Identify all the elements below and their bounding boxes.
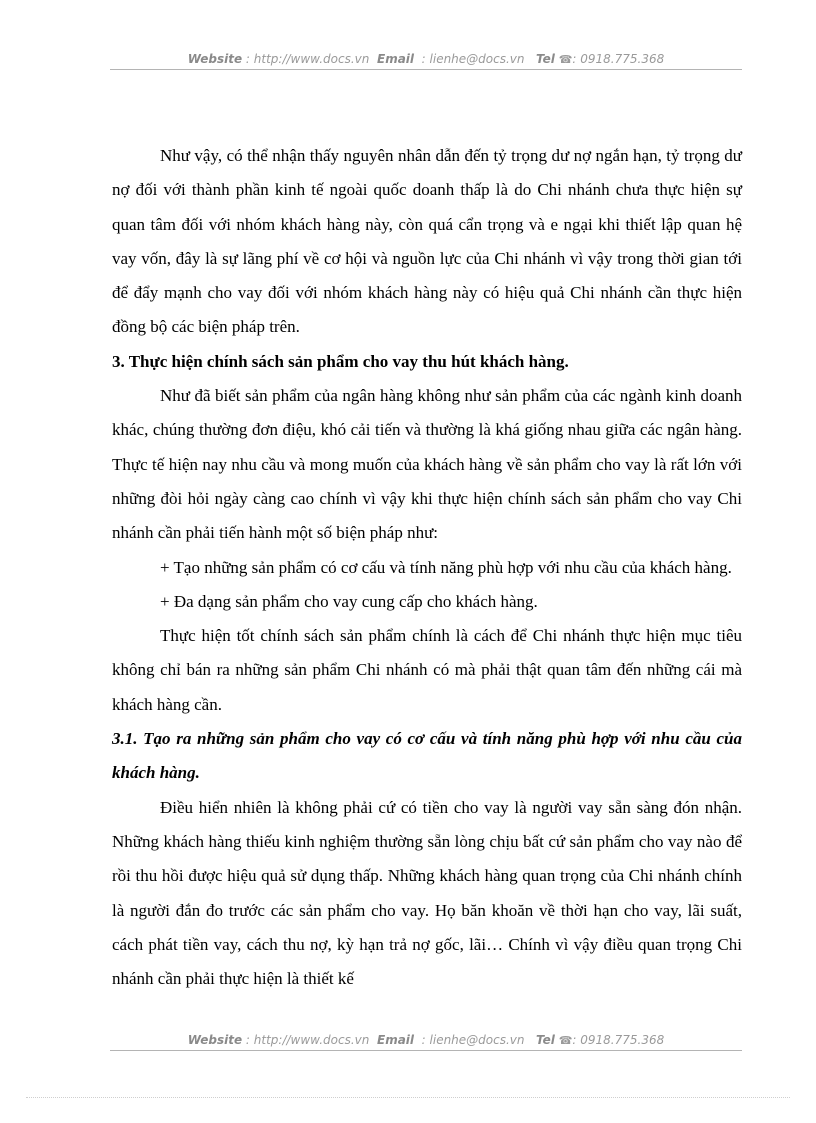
header-website-value: : http://www.docs.vn xyxy=(245,52,370,66)
section-heading-3-1: 3.1. Tạo ra những sản phẩm cho vay có cơ cấu và tính năng phù hợp với nhu cầu của khách hàng. xyxy=(112,729,742,783)
section-heading-3: 3. Thực hiện chính sách sản phẩm cho vay thu hút khách hàng. xyxy=(112,351,569,371)
footer-email-value: : lienhe@docs.vn xyxy=(421,1033,525,1047)
bullet-item-2: + Đa dạng sản phẩm cho vay cung cấp cho khách hàng. xyxy=(160,591,538,611)
footer-website-value: : http://www.docs.vn xyxy=(245,1033,370,1047)
phone-icon: ☎ xyxy=(558,53,573,66)
paragraph-intro: Như vậy, có thể nhận thấy nguyên nhân dẫn đến tỷ trọng dư nợ ngắn hạn, tỷ trọng dư nợ đối với thành phần kinh tế ngoài quốc doanh thấp là do Chi nhánh chưa thực hiện sự quan tâm đối với nhóm khách hàng này, còn quá cẩn trọng và e ngại khi thiết lập quan hệ vay vốn, đây là sự lãng phí về cơ hội và nguồn lực của Chi nhánh vì vậy trong thời gian tới để đẩy mạnh cho vay đối với nhóm khách hàng này có hiệu quả Chi nhánh cần thực hiện đồng bộ các biện pháp trên. xyxy=(112,146,742,337)
page-footer xyxy=(110,1033,742,1051)
header-email-value: : lienhe@docs.vn xyxy=(421,52,525,66)
footer-tel-value: : 0918.775.368 xyxy=(572,1033,665,1047)
paragraph-products: Như đã biết sản phẩm của ngân hàng không như sản phẩm của các ngành kinh doanh khác, chúng thường đơn điệu, khó cải tiến và thường là khá giống nhau giữa các ngân hàng. Thực tế hiện nay nhu cầu và mong muốn của khách hàng về sản phẩm cho vay là rất lớn với những đòi hỏi ngày càng cao chính vì vậy khi thực hiện chính sách sản phẩm cho vay Chi nhánh cần phải tiến hành một số biện pháp như: xyxy=(112,386,742,543)
header-email-label: Email xyxy=(377,52,415,66)
header-tel-value: : 0918.775.368 xyxy=(572,52,665,66)
bullet-item-1: + Tạo những sản phẩm có cơ cấu và tính năng phù hợp với nhu cầu của khách hàng. xyxy=(160,557,732,577)
phone-icon: ☎ xyxy=(558,1034,573,1047)
page-bottom-divider xyxy=(26,1097,790,1098)
page-header xyxy=(110,52,742,70)
paragraph-policy: Thực hiện tốt chính sách sản phẩm chính là cách để Chi nhánh thực hiện mục tiêu không chỉ bán ra những sản phẩm Chi nhánh có mà phải thật quan tâm đến những cái mà khách hàng cần. xyxy=(112,626,742,714)
header-tel-label: Tel xyxy=(535,52,555,66)
document-body xyxy=(112,139,742,996)
footer-tel-label: Tel xyxy=(535,1033,555,1047)
footer-website-label: Website xyxy=(187,1033,243,1047)
footer-email-label: Email xyxy=(377,1033,415,1047)
header-website-label: Website xyxy=(187,52,243,66)
paragraph-customers: Điều hiển nhiên là không phải cứ có tiền cho vay là người vay sẵn sàng đón nhận. Những khách hàng thiếu kinh nghiệm thường sẵn lòng chịu bất cứ sản phẩm cho vay nào để rồi thu hồi được hiệu quả sử dụng thấp. Những khách hàng quan trọng của Chi nhánh chính là người đắn đo trước các sản phẩm cho vay. Họ băn khoăn về thời hạn cho vay, lãi suất, cách phát tiền vay, cách thu nợ, kỳ hạn trả nợ gốc, lãi… Chính vì vậy điều quan trọng Chi nhánh cần phải thực hiện là thiết kế xyxy=(112,797,742,989)
